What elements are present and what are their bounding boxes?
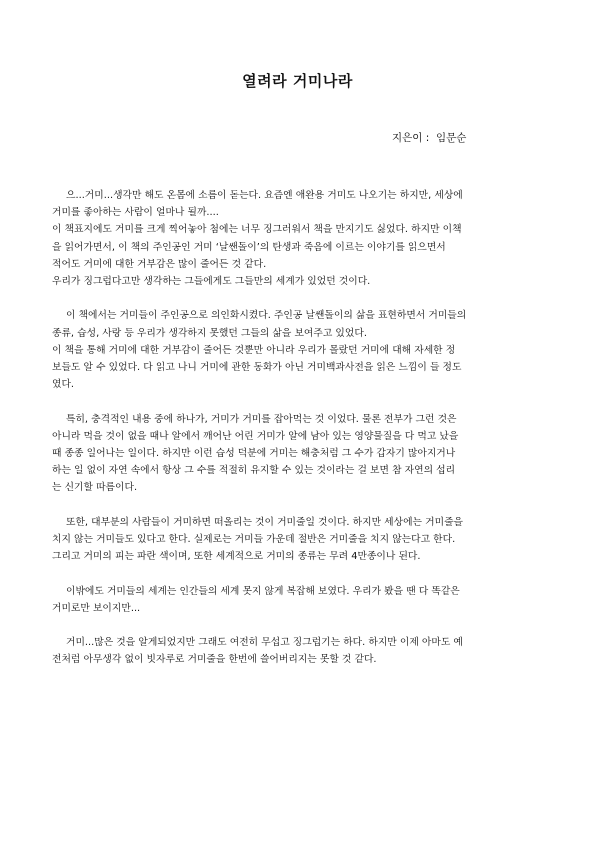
paragraph-line: 치지 않는 거미들도 있다고 한다. 실제로는 거미들 가운데 절반은 거미줄을 치지 않는다고 한다.	[52, 534, 456, 546]
paragraph-line: 이 책표지에도 거미를 크게 찍어놓아 첨에는 너무 징그러워서 책을 만지기도 싫었다. 하지만 이책	[52, 224, 462, 236]
paragraph	[52, 583, 548, 617]
paragraph-line: 거미...많은 것을 알게되었지만 그래도 여전히 무섭고 징그럽기는 하다. 하지만 이제 아마도 예	[66, 637, 463, 649]
paragraph	[52, 634, 548, 668]
paragraph-line: 거미로만 보이지만...	[52, 602, 141, 614]
paragraph-line: 때 종종 일어나는 일이다. 하지만 이런 습성 덕분에 거미는 해충처럼 그 수가 갑자기 많아지거나	[52, 448, 456, 460]
paragraph	[52, 411, 548, 497]
paragraph-line: 였다.	[52, 379, 75, 391]
paragraph	[52, 307, 548, 393]
paragraph-line: 또한, 대부분의 사람들이 거미하면 떠올리는 것이 거미줄일 것이다. 하지만 세상에는 거미줄을	[66, 516, 463, 528]
document-body	[52, 187, 548, 669]
paragraph-line: 이 책을 통해 거미에 대한 거부감이 줄어든 것뿐만 아니라 우리가 몰랐던 거미에 대해 자세한 정	[52, 344, 456, 356]
paragraph	[52, 187, 548, 290]
paragraph-line: 을 읽어가면서, 이 책의 주인공인 거미 ‘날쌘돌이’의 탄생과 죽음에 이르는 이야기를 읽으면서	[52, 241, 446, 253]
paragraph-line: 아니라 먹을 것이 없을 때나 알에서 깨어난 어린 거미가 알에 남아 있는 영양물질을 다 먹고 났을	[52, 430, 459, 442]
document-title: 열려라 거미나라	[242, 72, 353, 90]
paragraph	[52, 514, 548, 566]
paragraph-line: 이밖에도 거미들의 세계는 인간들의 세계 못지 않게 복잡해 보였다. 우리가 봤을 땐 다 똑같은	[66, 585, 460, 597]
paragraph-line: 거미를 좋아하는 사람이 얼마나 될까....	[52, 207, 219, 219]
paragraph-line: 전처럼 아무생각 없이 빗자루로 거미줄을 한번에 쓸어버리지는 못할 것 같다.	[52, 654, 377, 666]
document-author: 지은이 : 임문순	[392, 132, 467, 144]
paragraph-line: 하는 일 없이 자연 속에서 항상 그 수를 적절히 유지할 수 있는 것이라는 걸 보면 참 자연의 섭리	[52, 465, 456, 477]
paragraph-line: 우리가 징그럽다고만 생각하는 그들에게도 그들만의 세계가 있었던 것이다.	[52, 276, 371, 288]
paragraph-line: 는 신기할 따름이다.	[52, 482, 138, 494]
paragraph-line: 특히, 충격적인 내용 중에 하나가, 거미가 거미를 잡아먹는 것 이었다. 물론 전부가 그런 것은	[66, 413, 457, 425]
paragraph-line: 이 책에서는 거미들이 주인공으로 의인화시켰다. 주인공 날쌘돌이의 삶을 표현하면서 거미들의	[66, 310, 467, 322]
paragraph-line: 그리고 거미의 피는 파란 색이며, 또한 세계적으로 거미의 종류는 무려 4만종이나 된다.	[52, 551, 421, 563]
paragraph-line: 적어도 거미에 대한 거부감은 많이 줄어든 것 같다.	[52, 258, 267, 270]
paragraph-line: 으...거미...생각만 해도 온몸에 소름이 돋는다. 요즘엔 애완용 거미도 나오기는 하지만, 세상에	[66, 190, 463, 201]
paragraph-line: 보들도 알 수 있었다. 다 읽고 나니 거미에 관한 동화가 아닌 거미백과사전을 읽은 느낌이 들 정도	[52, 362, 462, 374]
paragraph-line: 종류, 습성, 사랑 등 우리가 생각하지 못했던 그들의 삶을 보여주고 있었다.	[52, 327, 367, 339]
